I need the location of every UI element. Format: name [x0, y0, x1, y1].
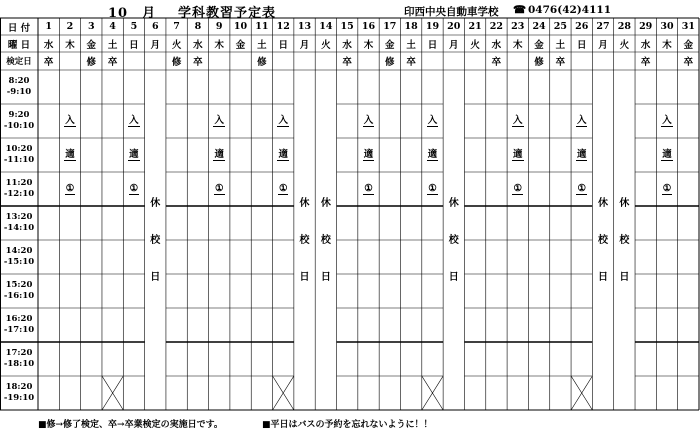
closed-char: 校 — [619, 234, 630, 246]
day-exam: 修 — [534, 57, 544, 68]
time-start: 8:20 — [8, 76, 30, 86]
time-end: -17:10 — [3, 325, 35, 335]
closed-char: 校 — [598, 234, 609, 246]
lesson-mark: ① — [278, 182, 288, 194]
lesson-mark: 入 — [65, 114, 75, 126]
day-number: 26 — [575, 21, 589, 32]
day-exam: 卒 — [43, 57, 54, 68]
row-label-weekday: 曜 日 — [7, 39, 31, 51]
time-start: 11:20 — [5, 178, 33, 188]
day-number: 31 — [681, 21, 695, 32]
note-bus-reminder: ■平日はバスの予約を忘れないように！！ — [262, 420, 433, 430]
day-exam: 卒 — [107, 57, 118, 68]
time-end: -15:10 — [3, 257, 35, 267]
day-number: 8 — [194, 21, 202, 32]
day-weekday: 月 — [598, 39, 608, 51]
time-start: 10:20 — [5, 144, 33, 154]
closed-char: 日 — [299, 271, 310, 283]
day-weekday: 金 — [86, 39, 97, 51]
lesson-mark: ① — [65, 182, 75, 194]
time-end: -18:10 — [3, 359, 35, 369]
day-weekday: 日 — [129, 39, 139, 51]
day-weekday: 土 — [257, 39, 267, 51]
day-weekday: 木 — [214, 39, 224, 51]
day-number: 18 — [404, 21, 418, 32]
day-number: 7 — [173, 21, 180, 32]
day-number: 13 — [297, 21, 312, 32]
lesson-mark: 適 — [65, 148, 75, 160]
day-weekday: 木 — [512, 39, 523, 51]
day-weekday: 水 — [342, 39, 352, 51]
day-number: 1 — [45, 21, 52, 32]
lesson-mark: 適 — [278, 148, 288, 160]
day-weekday: 木 — [65, 39, 75, 51]
day-weekday: 火 — [171, 39, 182, 51]
day-weekday: 土 — [406, 39, 416, 51]
row-label-date: 日 付 — [7, 22, 31, 34]
day-exam: 卒 — [406, 57, 416, 68]
lesson-mark: 適 — [129, 148, 139, 160]
lesson-mark: 入 — [576, 114, 587, 126]
day-number: 4 — [109, 21, 116, 32]
day-number: 28 — [617, 21, 631, 32]
time-start: 9:20 — [8, 110, 30, 120]
day-exam: 卒 — [555, 57, 566, 68]
day-exam: 卒 — [640, 57, 651, 68]
lesson-mark: 入 — [278, 114, 288, 126]
day-number: 5 — [130, 21, 138, 32]
day-weekday: 火 — [470, 39, 480, 51]
day-weekday: 月 — [449, 39, 459, 51]
day-weekday: 日 — [576, 39, 587, 51]
lesson-mark: 適 — [576, 148, 587, 160]
day-number: 15 — [340, 21, 354, 32]
time-end: -11:10 — [3, 155, 35, 165]
time-start: 16:20 — [5, 314, 33, 324]
row-label-exam: 検定日 — [6, 57, 32, 67]
time-end: -9:10 — [6, 87, 32, 97]
day-exam: 卒 — [342, 57, 352, 68]
lesson-mark: 入 — [512, 114, 523, 126]
time-start: 14:20 — [5, 246, 33, 256]
lesson-mark: 入 — [662, 114, 672, 126]
time-end: -16:10 — [3, 291, 35, 301]
day-number: 3 — [87, 21, 95, 32]
day-exam: 卒 — [491, 57, 502, 68]
day-weekday: 金 — [534, 39, 544, 51]
day-weekday: 水 — [193, 39, 203, 51]
day-number: 20 — [447, 21, 461, 32]
time-start: 17:20 — [5, 348, 33, 358]
day-number: 10 — [233, 21, 248, 32]
closed-char: 休 — [619, 197, 630, 209]
day-number: 16 — [361, 21, 376, 32]
closed-char: 校 — [299, 234, 310, 246]
phone-number: 0476(42)4111 — [528, 4, 611, 16]
lesson-mark: ① — [364, 182, 373, 194]
day-number: 27 — [596, 21, 610, 32]
page-title: 学科教習予定表 — [178, 6, 277, 21]
time-start: 18:20 — [5, 382, 33, 392]
month-label: 10 月 — [108, 6, 157, 21]
day-exam: 修 — [257, 57, 267, 68]
day-number: 9 — [215, 21, 223, 32]
day-weekday: 木 — [363, 39, 374, 51]
day-weekday: 火 — [619, 39, 630, 51]
day-number: 24 — [532, 21, 546, 32]
day-number: 25 — [553, 21, 567, 32]
day-number: 23 — [511, 21, 525, 32]
lesson-mark: ① — [129, 182, 139, 194]
closed-char: 休 — [299, 197, 310, 209]
day-weekday: 月 — [150, 39, 161, 51]
day-number: 19 — [425, 21, 440, 32]
day-number: 14 — [319, 21, 333, 32]
day-weekday: 土 — [107, 39, 118, 51]
note-exam-legend: ■修→修了検定、卒→卒業検定の実施日です。 — [38, 420, 223, 430]
day-weekday: 木 — [662, 39, 672, 51]
lesson-mark: 入 — [427, 114, 438, 126]
day-weekday: 火 — [321, 39, 331, 51]
time-end: -10:10 — [3, 121, 35, 131]
lesson-mark: 適 — [427, 148, 438, 160]
time-end: -12:10 — [3, 189, 35, 199]
time-end: -19:10 — [3, 393, 35, 403]
school-name: 印西中央自動車学校 — [404, 6, 499, 18]
day-weekday: 金 — [385, 39, 395, 51]
phone-icon: ☎ — [513, 4, 527, 16]
day-exam: 修 — [385, 57, 395, 68]
day-number: 22 — [489, 21, 504, 32]
closed-char: 日 — [598, 271, 609, 283]
closed-char: 休 — [598, 197, 609, 209]
day-weekday: 月 — [299, 39, 310, 51]
closed-char: 休 — [448, 197, 459, 209]
closed-char: 校 — [448, 234, 459, 246]
lesson-mark: ① — [214, 182, 224, 194]
lesson-mark: 適 — [512, 148, 523, 160]
lesson-mark: 適 — [662, 148, 672, 160]
day-weekday: 水 — [640, 39, 651, 51]
lesson-mark: 入 — [363, 114, 374, 126]
day-number: 21 — [468, 21, 482, 32]
closed-char: 日 — [619, 271, 630, 283]
day-exam: 卒 — [193, 57, 203, 68]
lesson-mark: 入 — [129, 114, 139, 126]
day-weekday: 金 — [683, 39, 694, 51]
lesson-mark: 入 — [214, 114, 224, 126]
lesson-mark: 適 — [214, 148, 224, 160]
time-start: 13:20 — [5, 212, 33, 222]
closed-char: 休 — [320, 197, 331, 209]
day-number: 30 — [660, 21, 674, 32]
day-number: 29 — [639, 21, 653, 32]
day-number: 11 — [255, 21, 269, 32]
closed-char: 校 — [320, 234, 331, 246]
day-weekday: 日 — [427, 39, 438, 51]
day-weekday: 水 — [43, 39, 54, 51]
time-end: -14:10 — [3, 223, 35, 233]
day-exam: 修 — [171, 57, 182, 68]
day-number: 6 — [151, 21, 159, 32]
day-weekday: 土 — [555, 39, 566, 51]
lesson-mark: ① — [662, 182, 672, 194]
closed-char: 休 — [150, 197, 161, 209]
closed-char: 日 — [448, 271, 459, 283]
day-weekday: 金 — [235, 39, 246, 51]
lesson-mark: ① — [577, 182, 586, 194]
lesson-mark: ① — [428, 182, 437, 194]
lesson-mark: ① — [513, 182, 523, 194]
day-weekday: 日 — [278, 39, 288, 51]
closed-char: 日 — [320, 271, 331, 283]
time-start: 15:20 — [5, 280, 33, 290]
closed-char: 日 — [150, 271, 161, 283]
day-exam: 卒 — [683, 57, 694, 68]
lesson-mark: 適 — [363, 148, 374, 160]
closed-char: 校 — [150, 234, 161, 246]
day-exam: 修 — [86, 57, 97, 68]
day-number: 12 — [276, 21, 290, 32]
day-weekday: 水 — [491, 39, 502, 51]
footer-notes — [0, 415, 700, 430]
day-number: 2 — [66, 21, 74, 32]
day-number: 17 — [383, 21, 397, 32]
